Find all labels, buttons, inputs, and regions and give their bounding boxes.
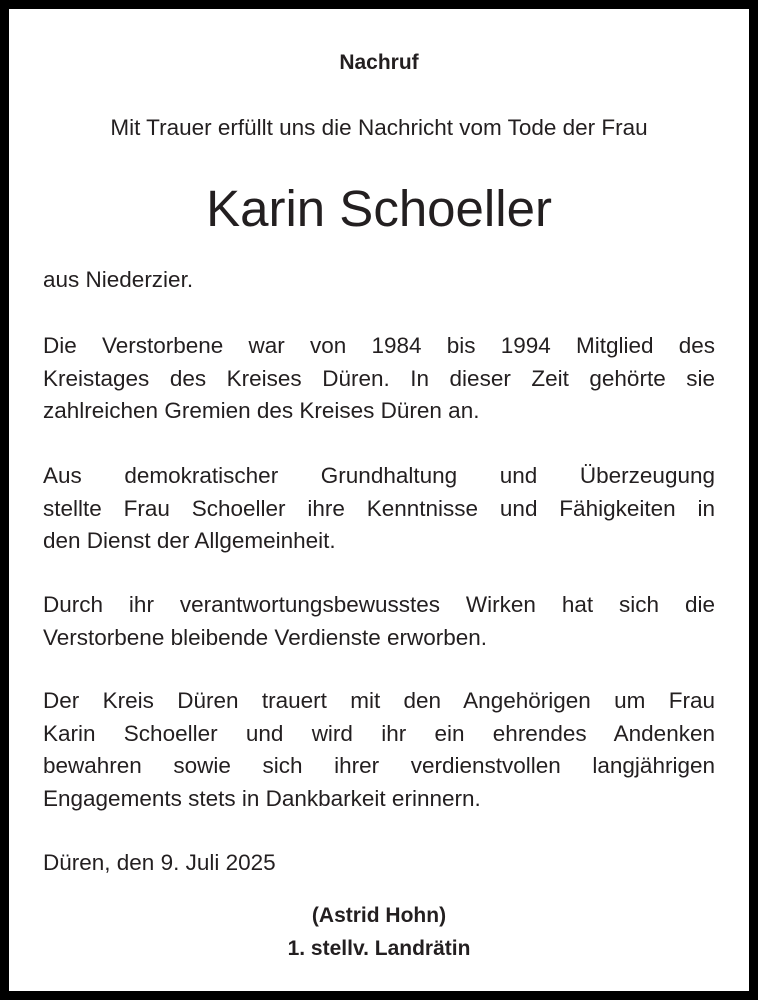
signatory-role: 1. stellv. Landrätin: [287, 937, 471, 960]
merit-paragraph: Durch ihr verantwortungsbewusstes Wirken hat sich die Verstorbene bleibende Verdienste erworben.: [43, 592, 715, 650]
deceased-name: Karin Schoeller: [206, 180, 552, 237]
intro-text: Mit Trauer erfüllt uns die Nachricht vom Tode der Frau: [110, 115, 648, 140]
obituary-notice: [9, 9, 749, 991]
signatory-name: (Astrid Hohn): [311, 904, 447, 927]
date-line: Düren, den 9. Juli 2025: [43, 850, 276, 875]
mourning-paragraph: Der Kreis Düren trauert mit den Angehörigen um Frau Karin Schoeller und wird ihr ein ehrendes Andenken bewahren sowie sich ihrer verdienstvollen langjährigen Engagements stets in Dankbarkeit erinnern.: [43, 688, 715, 811]
conviction-paragraph: Aus demokratischer Grundhaltung und Überzeugung stellte Frau Schoeller ihre Kenntnisse und Fähigkeiten in den Dienst der Allgemeinheit.: [43, 463, 715, 553]
career-paragraph: Die Verstorbene war von 1984 bis 1994 Mitglied des Kreistages des Kreises Düren. In dieser Zeit gehörte sie zahlreichen Gremien des Kreises Düren an.: [43, 333, 715, 423]
origin-paragraph: aus Niederzier.: [43, 267, 194, 292]
notice-title: Nachruf: [339, 51, 419, 74]
